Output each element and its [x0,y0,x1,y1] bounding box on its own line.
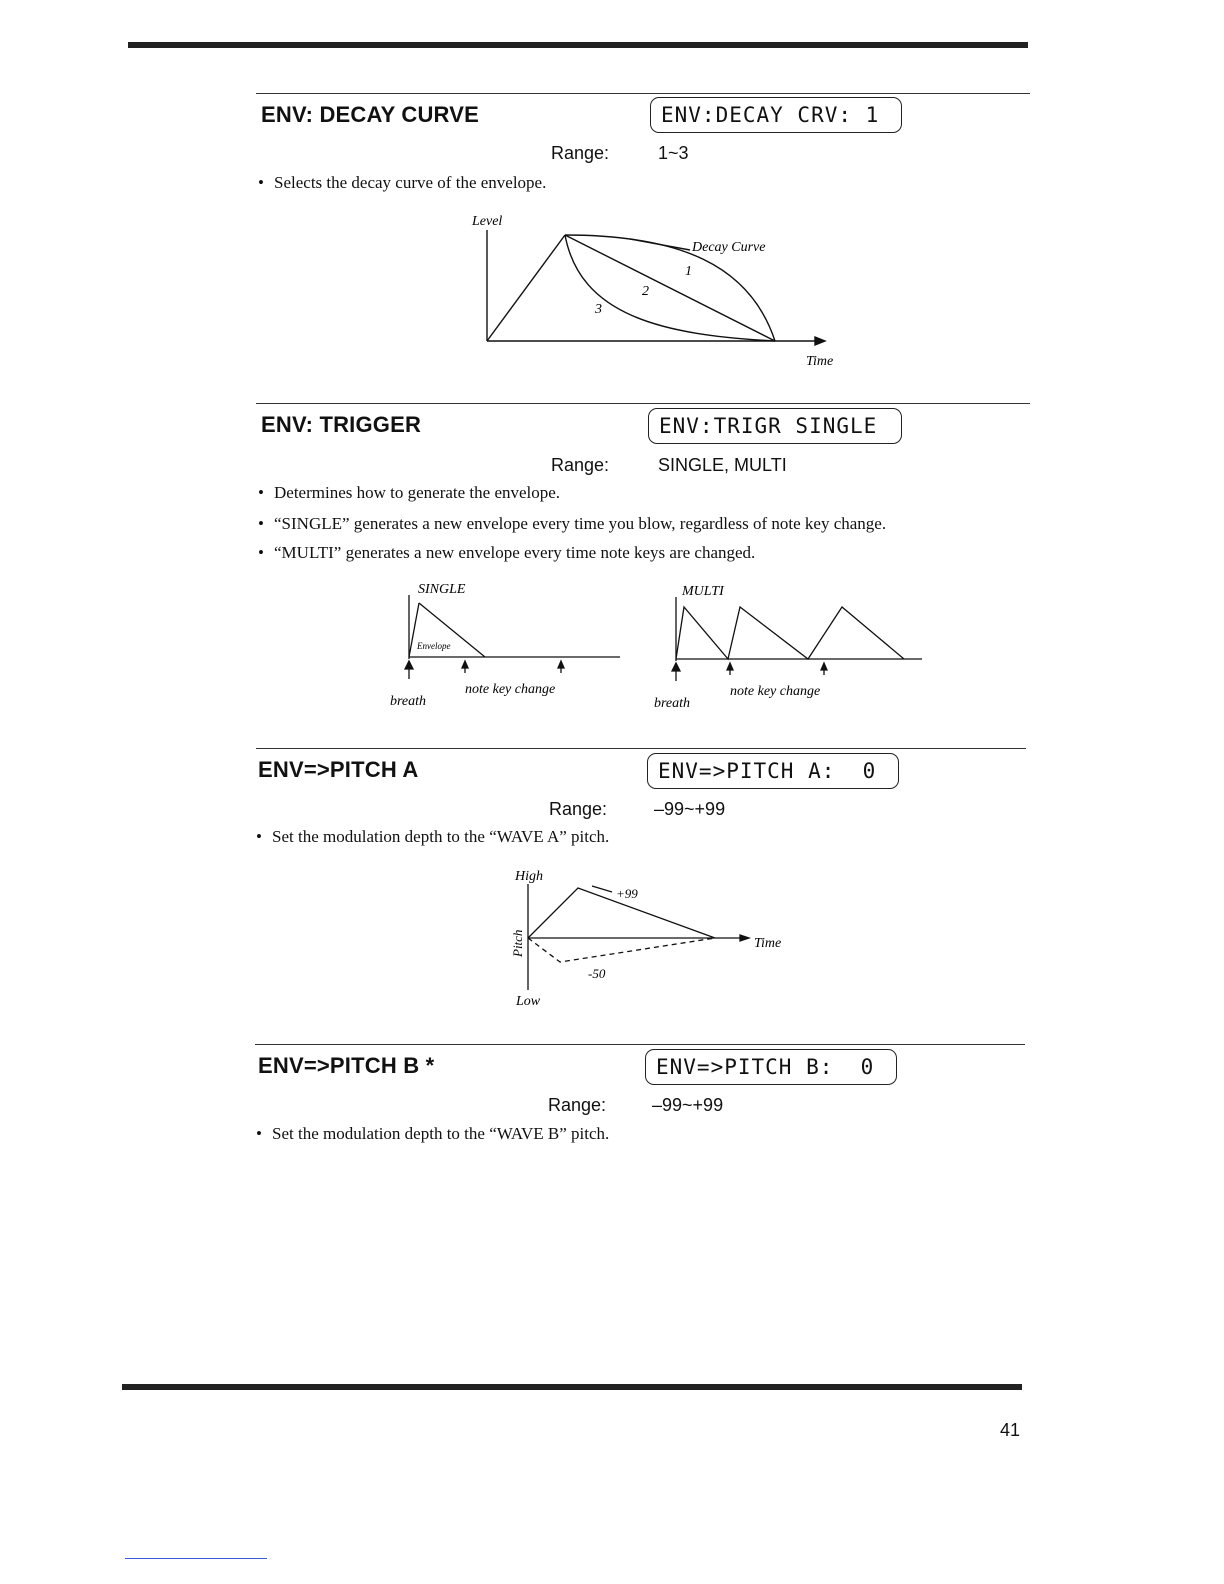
page-number: 41 [1000,1420,1021,1440]
multi-title: MULTI [682,584,724,599]
time-label: Time [754,936,782,951]
bottom-rule [122,1384,1022,1390]
footer-link-underline [125,1558,267,1559]
decay-curve-diagram [460,205,860,375]
range-value: 1~3 [658,143,689,163]
top-rule [128,42,1028,48]
low-label: Low [516,994,541,1009]
attack-line [487,235,565,341]
trigger-multi-diagram [650,575,930,715]
range-value: –99~+99 [652,1095,724,1115]
trigger-single-diagram [385,575,635,715]
multi-breath-label: breath [654,696,691,711]
lcd-display-decay-curve: ENV:DECAY CRV: 1 [650,97,902,133]
bullet-text: • Set the modulation depth to the “WAVE B” pitch. [256,1124,610,1143]
bullet-text: • “SINGLE” generates a new envelope every time you blow, regardless of note key change. [258,514,887,533]
multi-envelope [676,607,904,659]
section-divider [256,748,1026,749]
curve-label-2: 2 [642,284,649,299]
section-heading-decay-curve: ENV: DECAY CURVE [261,102,479,127]
bullet-text: • “MULTI” generates a new envelope every time note keys are changed. [258,543,756,562]
pitch-a-diagram [500,862,820,1012]
level-label: Level [472,214,503,229]
section-divider [256,403,1030,404]
section-heading-pitch-a: ENV=>PITCH A [258,757,419,782]
single-breath-label: breath [390,694,427,709]
lcd-display-trigger: ENV:TRIGR SINGLE [648,408,902,444]
high-label: High [515,869,543,884]
curve-label-1: 1 [685,264,692,279]
range-label: Range: [551,143,610,163]
range-label: Range: [548,1095,607,1115]
section-divider [255,1044,1025,1045]
section-heading-trigger: ENV: TRIGGER [261,412,422,437]
lcd-display-pitch-b: ENV=>PITCH B: 0 [645,1049,897,1085]
decay-curve-title: Decay Curve [692,240,766,255]
range-value: –99~+99 [654,799,726,819]
lcd-display-pitch-a: ENV=>PITCH A: 0 [647,753,899,789]
plus-label: +99 [616,886,638,901]
time-label: Time [806,354,834,369]
bullet-text: • Set the modulation depth to the “WAVE A” pitch. [256,827,610,846]
negative-envelope [528,938,715,962]
time-axis-arrow [815,337,825,345]
bullet-text: • Selects the decay curve of the envelope. [258,173,547,192]
decay-curve-pointer [630,239,690,250]
single-title: SINGLE [418,582,466,597]
single-note-key-label: note key change [465,682,556,697]
multi-note-key-label: note key change [730,684,821,699]
bullet-text: • Determines how to generate the envelope. [258,483,561,502]
range-label: Range: [549,799,608,819]
curve-label-3: 3 [595,302,602,317]
envelope-label: Envelope [417,641,451,651]
section-heading-pitch-b: ENV=>PITCH B * [258,1053,435,1078]
plus-pointer [592,886,612,892]
time-axis-arrow [740,935,749,941]
range-value: SINGLE, MULTI [658,455,787,475]
range-label: Range: [551,455,610,475]
pitch-label: Pitch [510,929,525,957]
minus-label: -50 [588,966,606,981]
section-divider [256,93,1030,94]
